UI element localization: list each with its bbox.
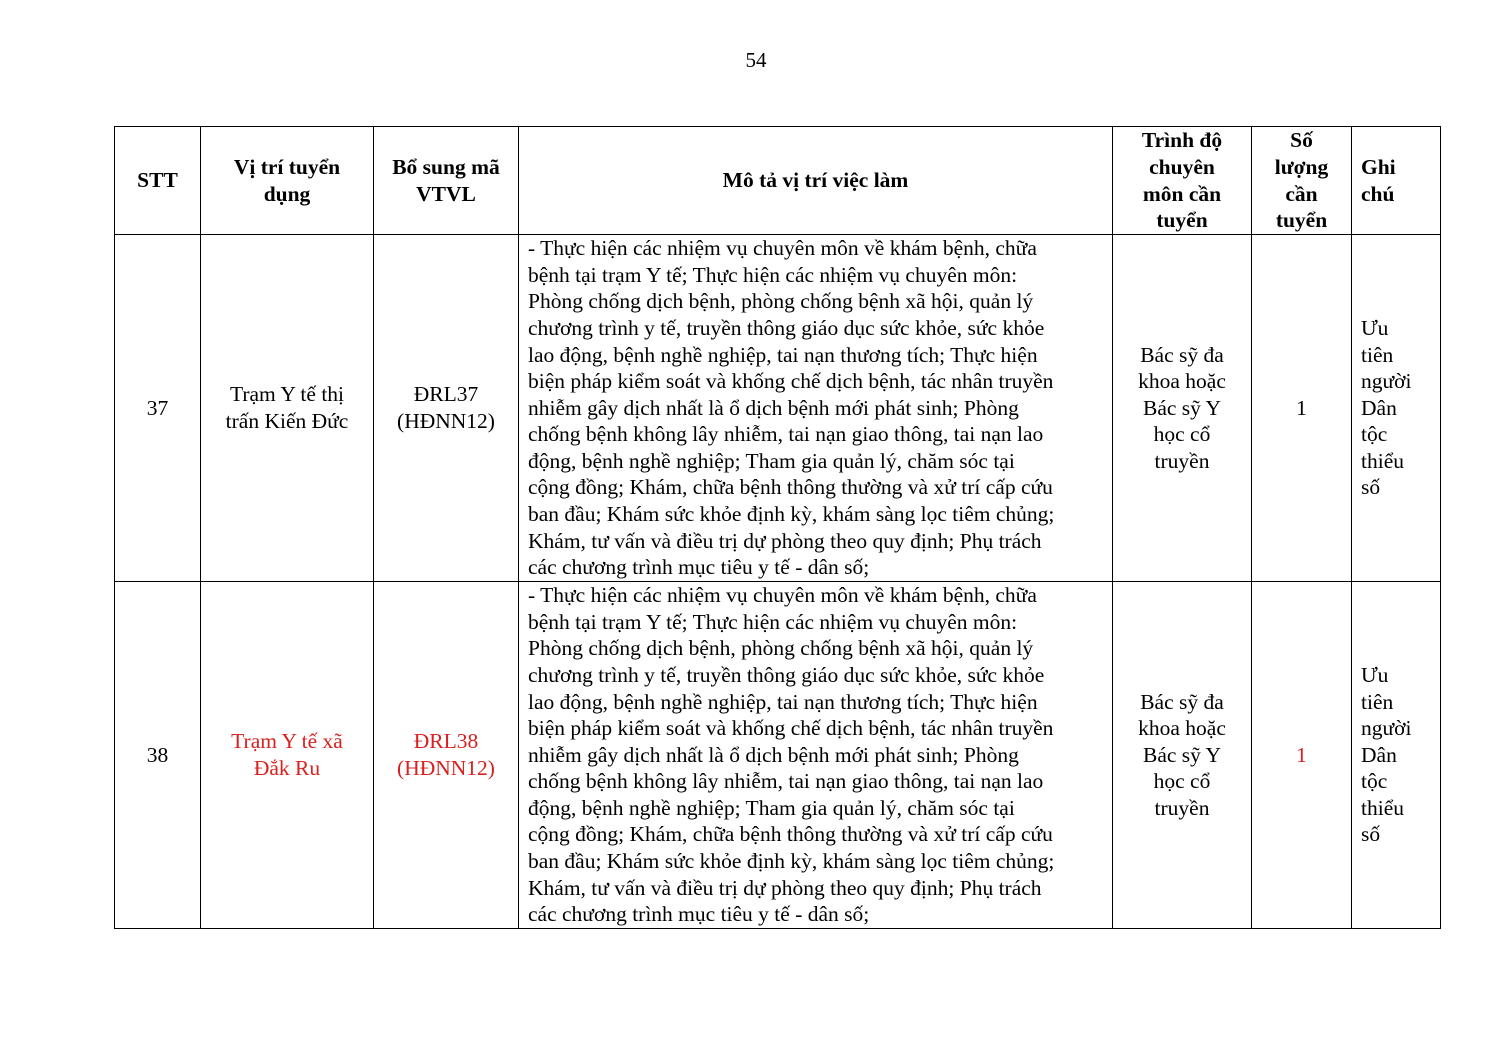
header-note-label: Ghi chú [1361, 154, 1396, 206]
cell-code [374, 582, 519, 929]
cell-stt: 38 [115, 582, 201, 929]
cell-code [374, 235, 519, 582]
table-header-row [115, 127, 1441, 235]
cell-position [201, 582, 374, 929]
cell-code-text: ĐRL37 (HĐNN12) [397, 382, 495, 433]
cell-note [1352, 235, 1441, 582]
cell-stt: 37 [115, 235, 201, 582]
cell-position [201, 235, 374, 582]
cell-quantity: 1 [1252, 235, 1352, 582]
recruitment-table [114, 126, 1441, 929]
cell-qualification-text: Bác sỹ đa khoa hoặc Bác sỹ Y học cổ truyền [1138, 689, 1226, 820]
cell-description: - Thực hiện các nhiệm vụ chuyên môn về khám bệnh, chữa bệnh tại trạm Y tế; Thực hiện các nhiệm vụ chuyên môn: Phòng chống dịch bệnh, phòng chống bệnh xã hội, quản lý chương trình y tế, truyền thông giáo dục sức khỏe, sức khỏe lao động, bệnh nghề nghiệp, tai nạn thương tích; Thực hiện biện pháp kiểm soát và khống chế dịch bệnh, tác nhân truyền nhiễm gây dịch nhất là ổ dịch bệnh mới phát sinh; Phòng chống bệnh không lây nhiễm, tai nạn giao thông, tai nạn lao động, bệnh nghề nghiệp; Tham gia quản lý, chăm sóc tại cộng đồng; Khám, chữa bệnh thông thường và xử trí cấp cứu ban đầu; Khám sức khỏe định kỳ, khám sàng lọc tiêm chủng; Khám, tư vấn và điều trị dự phòng theo quy định; Phụ trách các chương trình mục tiêu y tế - dân số; [519, 582, 1113, 929]
header-quantity [1252, 127, 1352, 235]
table-row [115, 235, 1441, 582]
cell-position-text: Trạm Y tế thị trấn Kiến Đức [225, 382, 349, 433]
cell-description: - Thực hiện các nhiệm vụ chuyên môn về khám bệnh, chữa bệnh tại trạm Y tế; Thực hiện các nhiệm vụ chuyên môn: Phòng chống dịch bệnh, phòng chống bệnh xã hội, quản lý chương trình y tế, truyền thông giáo dục sức khỏe, sức khỏe lao động, bệnh nghề nghiệp, tai nạn thương tích; Thực hiện biện pháp kiểm soát và khống chế dịch bệnh, tác nhân truyền nhiễm gây dịch nhất là ổ dịch bệnh mới phát sinh; Phòng chống bệnh không lây nhiễm, tai nạn giao thông, tai nạn lao động, bệnh nghề nghiệp; Tham gia quản lý, chăm sóc tại cộng đồng; Khám, chữa bệnh thông thường và xử trí cấp cứu ban đầu; Khám sức khỏe định kỳ, khám sàng lọc tiêm chủng; Khám, tư vấn và điều trị dự phòng theo quy định; Phụ trách các chương trình mục tiêu y tế - dân số; [519, 235, 1113, 582]
header-description: Mô tả vị trí việc làm [519, 127, 1113, 235]
header-stt: STT [115, 127, 201, 235]
header-qualification [1113, 127, 1252, 235]
cell-note-text: Ưu tiên người Dân tộc thiểu số [1361, 315, 1412, 500]
header-code [374, 127, 519, 235]
cell-code-text: ĐRL38 (HĐNN12) [397, 729, 495, 780]
header-position [201, 127, 374, 235]
cell-qualification-text: Bác sỹ đa khoa hoặc Bác sỹ Y học cổ truyền [1138, 342, 1226, 473]
cell-qualification [1113, 582, 1252, 929]
header-qualification-label: Trình độ chuyên môn cần tuyển [1141, 128, 1223, 233]
page-number: 54 [745, 48, 767, 72]
cell-qualification [1113, 235, 1252, 582]
cell-position-text: Trạm Y tế xã Đắk Ru [231, 729, 343, 780]
header-quantity-label: Số lượng cần tuyển [1274, 128, 1329, 233]
table-row [115, 582, 1441, 929]
cell-quantity: 1 [1252, 582, 1352, 929]
cell-note-text: Ưu tiên người Dân tộc thiểu số [1361, 662, 1412, 847]
header-position-label: Vị trí tuyển dụng [233, 154, 341, 206]
header-note [1352, 127, 1441, 235]
header-code-label: Bổ sung mã VTVL [392, 154, 500, 206]
cell-note [1352, 582, 1441, 929]
